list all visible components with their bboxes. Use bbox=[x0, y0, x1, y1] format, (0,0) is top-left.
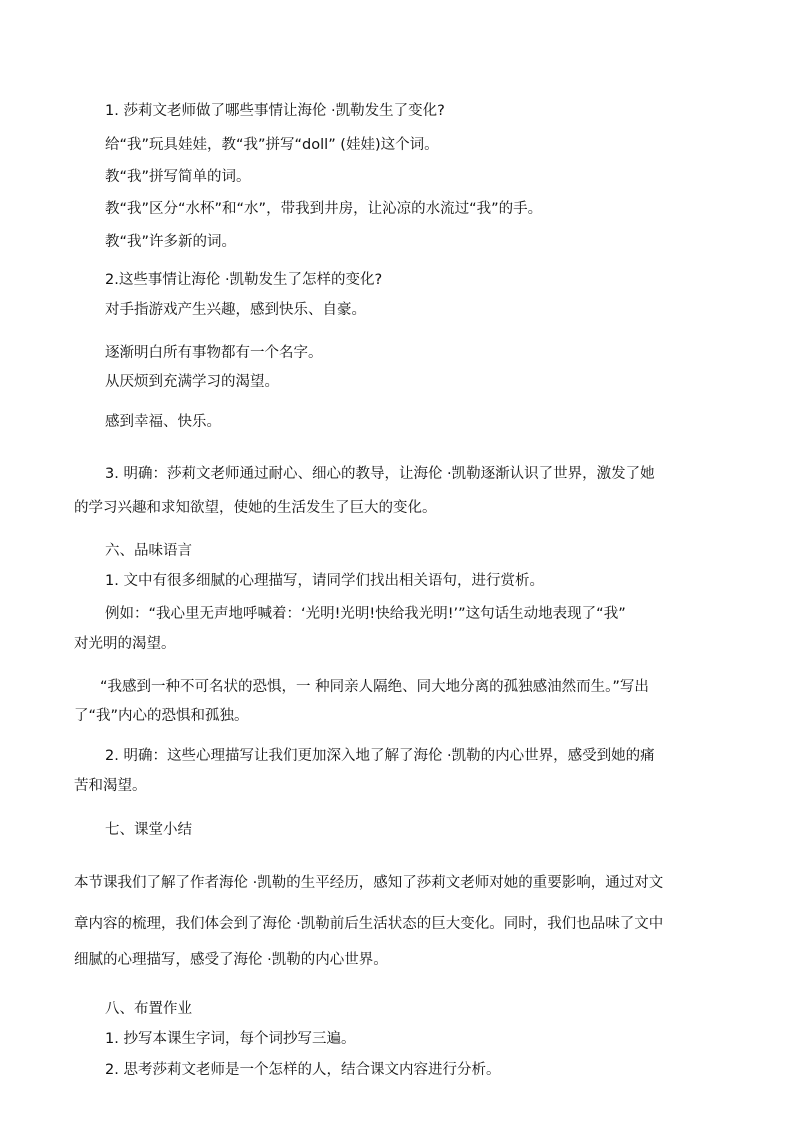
section6-item-1: 1. 文中有很多细腻的心理描写，请同学们找出相关语句，进行赏析。 bbox=[105, 573, 544, 589]
q2-answer-2: 逐渐明白所有事物都有一个名字。 bbox=[105, 345, 323, 361]
section7-line-1: 本节课我们了解了作者海伦 ·凯勒的生平经历，感知了莎莉文老师对她的重要影响，通过对文 bbox=[74, 875, 664, 891]
q2-answer-4: 感到幸福、快乐。 bbox=[105, 414, 221, 430]
section6-quote-line-2: 了“我”内心的恐惧和孤独。 bbox=[74, 708, 249, 724]
q2-answer-3: 从厌烦到充满学习的渴望。 bbox=[105, 374, 279, 390]
section7-line-2: 章内容的梳理，我们体会到了海伦 ·凯勒前后生活状态的巨大变化。同时，我们也品味了文中 bbox=[74, 916, 664, 932]
q3-line-1: 3. 明确：莎莉文老师通过耐心、细心的教导，让海伦 ·凯勒逐渐认识了世界，激发了她 bbox=[105, 466, 655, 482]
section6-example-line-2: 对光明的渴望。 bbox=[74, 636, 176, 652]
section8-item-2: 2. 思考莎莉文老师是一个怎样的人，结合课文内容进行分析。 bbox=[105, 1062, 501, 1078]
q1-answer-4: 教“我”许多新的词。 bbox=[105, 234, 237, 250]
section8-item-1: 1. 抄写本课生字词，每个词抄写三遍。 bbox=[105, 1031, 356, 1047]
section7-line-3: 细腻的心理描写，感受了海伦 ·凯勒的内心世界。 bbox=[74, 952, 388, 968]
q1-answer-2: 教“我”拼写简单的词。 bbox=[105, 169, 251, 185]
q3-line-2: 的学习兴趣和求知欲望，使她的生活发生了巨大的变化。 bbox=[74, 500, 437, 516]
section6-item-2-line-1: 2. 明确：这些心理描写让我们更加深入地了解了海伦 ·凯勒的内心世界，感受到她的痛 bbox=[105, 748, 655, 764]
section7-heading: 七、课堂小结 bbox=[105, 822, 192, 838]
q1-answer-3: 教“我”区分“水杯”和“水”，带我到井房，让沁凉的水流过“我”的手。 bbox=[105, 201, 543, 217]
q1-answer-1: 给“我”玩具娃娃，教“我”拼写“doll” (娃娃)这个词。 bbox=[105, 137, 439, 153]
q1-question: 1. 莎莉文老师做了哪些事情让海伦 ·凯勒发生了变化? bbox=[105, 103, 445, 119]
section6-quote-line-1: “我感到一种不可名状的恐惧，一 种同亲人隔绝、同大地分离的孤独感油然而生。”写出 bbox=[100, 679, 649, 695]
section6-example-line-1: 例如：“我心里无声地呼喊着：‘光明!光明!快给我光明!’”这句话生动地表现了“我” bbox=[105, 606, 626, 622]
section6-item-2-line-2: 苦和渴望。 bbox=[74, 778, 147, 794]
section8-heading: 八、布置作业 bbox=[105, 1001, 192, 1017]
q2-question: 2.这些事情让海伦 ·凯勒发生了怎样的变化? bbox=[105, 272, 383, 288]
q2-answer-1: 对手指游戏产生兴趣，感到快乐、自豪。 bbox=[105, 302, 366, 318]
section6-heading: 六、品味语言 bbox=[105, 543, 192, 559]
